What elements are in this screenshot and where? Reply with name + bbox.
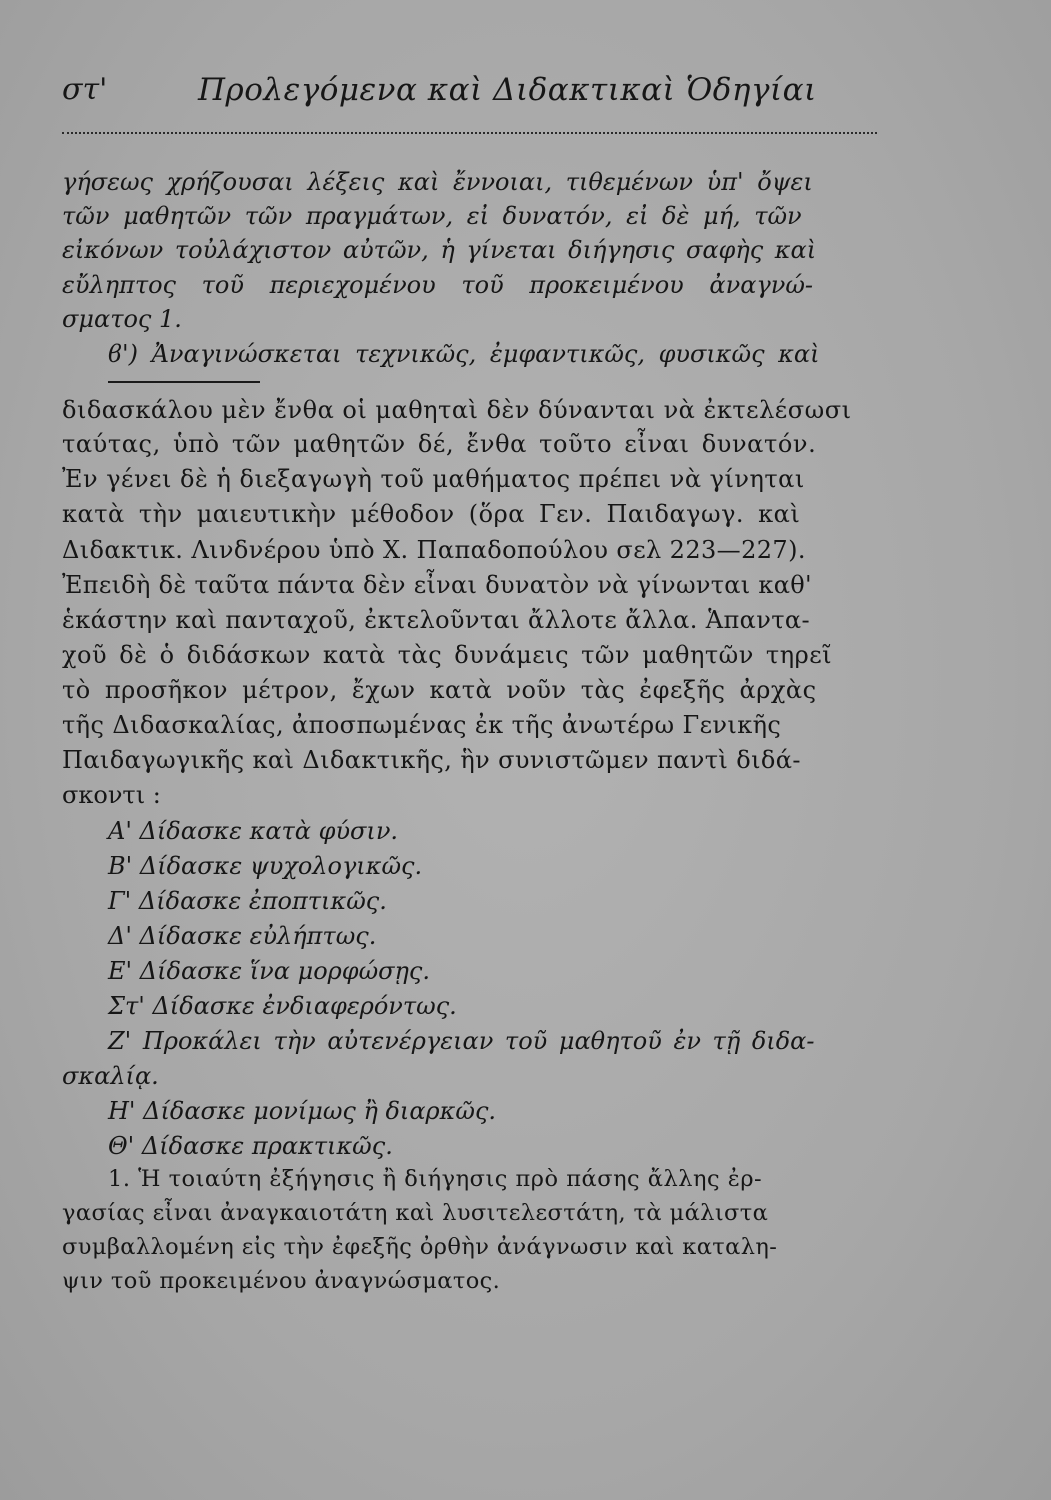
page-number: στ'	[62, 72, 108, 107]
teaching-principle: Η' Δίδασκε μονίμως ἢ διαρκῶς.	[108, 1097, 497, 1125]
teaching-principle: Γ' Δίδασκε ἐποπτικῶς.	[108, 887, 387, 915]
footnote-line: 1. Ἡ τοιαύτη ἐξήγησις ἢ διήγησις πρὸ πάσης ἄλλης ἐρ-	[108, 1166, 763, 1192]
footnote-line: συμβαλλομένη εἰς τὴν ἐφεξῆς ὀρθὴν ἀνάγνωσιν καὶ καταλη-	[62, 1234, 778, 1260]
body-line: κατὰ τὴν μαιευτικὴν μέθοδον (ὅρα Γεν. Παιδαγωγ. καὶ	[62, 500, 801, 528]
running-title: Προλεγόμενα καὶ Διδακτικαὶ Ὁδηγίαι	[198, 72, 817, 108]
teaching-principle: Δ' Δίδασκε εὐλήπτως.	[108, 922, 377, 950]
section-divider	[108, 381, 260, 383]
body-line: τῶν μαθητῶν τῶν πραγμάτων, εἰ δυνατόν, εἰ δὲ μή, τῶν	[62, 202, 802, 230]
body-line: Διδακτικ. Λινδνέρου ὑπὸ Χ. Παπαδοπούλου σελ 223—227).	[62, 536, 806, 564]
footnote-line: ψιν τοῦ προκειμένου ἀναγνώσματος.	[62, 1268, 501, 1294]
section-heading: ϐ') Ἀναγινώσκεται τεχνικῶς, ἐμφαντικῶς, φυσικῶς καὶ	[108, 340, 820, 368]
body-line: τῆς Διδασκαλίας, ἀποσπωμένας ἐκ τῆς ἀνωτέρω Γενικῆς	[62, 711, 782, 739]
header-divider	[62, 132, 877, 134]
footnote-line: γασίας εἶναι ἀναγκαιοτάτη καὶ λυσιτελεστάτη, τὰ μάλιστα	[62, 1200, 769, 1226]
body-line: Παιδαγωγικῆς καὶ Διδακτικῆς, ἣν συνιστῶμεν παντὶ διδά-	[62, 746, 801, 774]
teaching-principle: Στ' Δίδασκε ἐνδιαφερόντως.	[108, 992, 457, 1020]
body-line: σματος 1.	[62, 305, 182, 333]
body-line: χοῦ δὲ ὁ διδάσκων κατὰ τὰς δυνάμεις τῶν μαθητῶν τηρεῖ	[62, 641, 833, 669]
body-line: εἰκόνων τοὐλάχιστον αὐτῶν, ἡ γίνεται διήγησις σαφὴς καὶ	[62, 236, 817, 264]
body-line: διδασκάλου μὲν ἔνθα οἱ μαθηταὶ δὲν δύνανται νὰ ἐκτελέσωσι	[62, 396, 852, 424]
body-line: Ἐπειδὴ δὲ ταῦτα πάντα δὲν εἶναι δυνατὸν νὰ γίνωνται καθ'	[62, 571, 812, 599]
body-line: εὔληπτος τοῦ περιεχομένου τοῦ προκειμένου ἀναγνώ-	[62, 271, 814, 299]
body-line: Ἐν γένει δὲ ἡ διεξαγωγὴ τοῦ μαθήματος πρέπει νὰ γίνηται	[62, 465, 805, 493]
teaching-principle: Ζ' Προκάλει τὴν αὐτενέργειαν τοῦ μαθητοῦ ἐν τῇ διδα-	[108, 1027, 815, 1055]
teaching-principle: σκαλίᾳ.	[62, 1062, 159, 1090]
body-line: γήσεως χρήζουσαι λέξεις καὶ ἔννοιαι, τιθεμένων ὑπ' ὄψει	[62, 168, 813, 196]
body-line: ταύτας, ὑπὸ τῶν μαθητῶν δέ, ἔνθα τοῦτο εἶναι δυνατόν.	[62, 430, 817, 458]
teaching-principle: Α' Δίδασκε κατὰ φύσιν.	[108, 817, 399, 845]
teaching-principle: Β' Δίδασκε ψυχολογικῶς.	[108, 852, 423, 880]
body-line: ἑκάστην καὶ πανταχοῦ, ἐκτελοῦνται ἄλλοτε ἄλλα. Ἁπαντα-	[62, 606, 811, 634]
teaching-principle: Θ' Δίδασκε πρακτικῶς.	[108, 1132, 393, 1160]
body-line: τὸ προσῆκον μέτρον, ἔχων κατὰ νοῦν τὰς ἐφεξῆς ἀρχὰς	[62, 676, 817, 704]
teaching-principle: Ε' Δίδασκε ἵνα μορφώσῃς.	[108, 957, 430, 985]
body-line: σκοντι :	[62, 781, 161, 809]
